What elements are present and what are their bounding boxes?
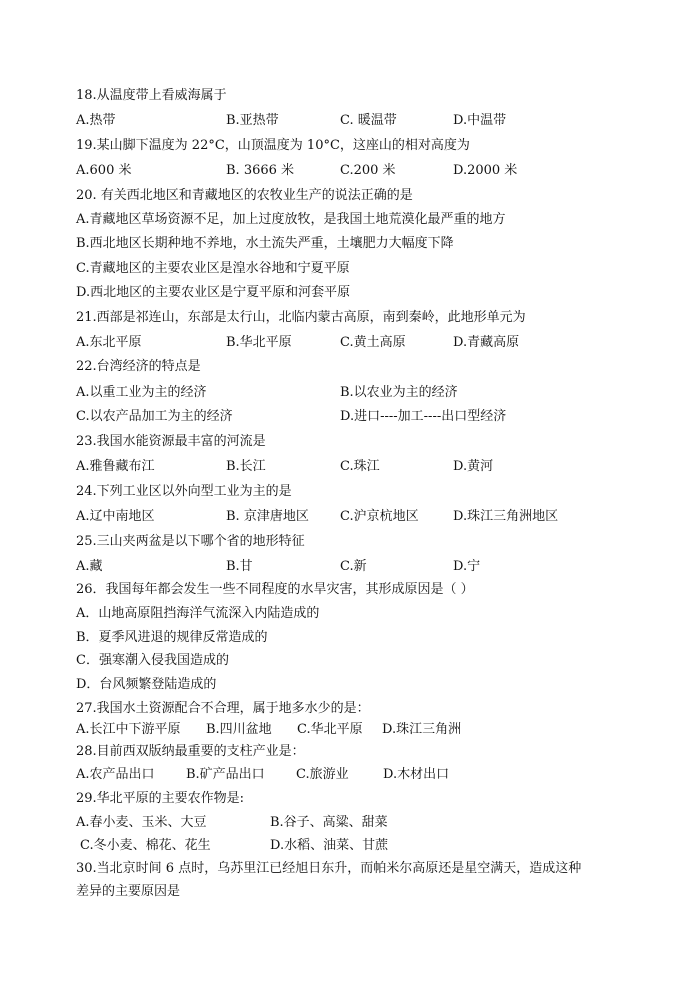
q18-option-b: B.亚热带 [226,113,279,128]
q26-option-c: C．强寒潮入侵我国造成的 [76,653,229,668]
q24-option-c: C.沪京杭地区 [340,509,419,524]
question-30-stem-line-2: 差异的主要原因是 [76,884,181,899]
q20-option-a: A.青藏地区草场资源不足，加上过度放牧，是我国土地荒漠化最严重的地方 [76,212,506,227]
q28-option-a: A.农产品出口 [76,767,155,782]
q18-option-a: A.热带 [76,113,116,128]
question-27-stem: 27.我国水土资源配合不合理，属于地多水少的是： [76,701,370,716]
q19-option-b: B. 3666 米 [226,163,295,178]
q18-option-d: D.中温带 [453,113,507,128]
q20-option-b: B.西北地区长期种地不养地，水土流失严重，土壤肥力大幅度下降 [76,236,454,251]
q21-option-d: D.青藏高原 [453,335,520,350]
q29-option-c: C.冬小麦、棉花、花生 [80,838,211,853]
question-19-stem: 19.某山脚下温度为 22°C，山顶温度为 10°C，这座山的相对高度为 [76,138,470,153]
q22-option-a: A.以重工业为主的经济 [76,385,207,400]
q21-option-a: A.东北平原 [76,335,142,350]
q19-option-d: D.2000 米 [453,163,518,178]
q25-option-a: A.藏 [76,559,103,574]
q29-option-b: B.谷子、高粱、甜菜 [270,815,388,830]
q22-option-d: D.进口----加工----出口型经济 [340,409,507,424]
q28-option-c: C.旅游业 [296,767,349,782]
q28-option-b: B.矿产品出口 [186,767,265,782]
q23-option-d: D.黄河 [453,459,494,474]
q24-option-d: D.珠江三角洲地区 [453,509,559,524]
q29-option-d: D.水稻、油菜、甘蔗 [270,838,389,853]
question-18-stem: 18.从温度带上看威海属于 [76,88,227,103]
question-30-stem-line-1: 30.当北京时间 6 点时，乌苏里江已经旭日东升，而帕米尔高原还是星空满天，造成这种 [76,861,582,876]
q19-option-a: A.600 米 [76,163,132,178]
q20-option-d: D.西北地区的主要农业区是宁夏平原和河套平原 [76,285,351,300]
q21-option-c: C.黄土高原 [340,335,406,350]
q23-option-b: B.长江 [226,459,266,474]
q19-option-c: C.200 米 [340,163,396,178]
q27-option-b: B.四川盆地 [206,722,272,737]
q22-option-c: C.以农产品加工为主的经济 [76,409,233,424]
q21-option-b: B.华北平原 [226,335,292,350]
question-22-stem: 22.台湾经济的特点是 [76,359,201,374]
q24-option-a: A.辽中南地区 [76,509,155,524]
q25-option-b: B.甘 [226,559,253,574]
question-23-stem: 23.我国水能资源最丰富的河流是 [76,434,266,449]
question-28-stem: 28.目前西双版纳最重要的支柱产业是： [76,744,305,759]
q20-option-c: C.青藏地区的主要农业区是湟水谷地和宁夏平原 [76,261,350,276]
q26-option-b: B．夏季风进退的规律反常造成的 [76,630,268,645]
q27-option-d: D.珠江三角洲 [382,722,462,737]
q23-option-a: A.雅鲁藏布江 [76,459,155,474]
q23-option-c: C.珠江 [340,459,380,474]
q25-option-d: D.宁 [453,559,481,574]
q28-option-d: D.木材出口 [383,767,450,782]
q25-option-c: C.新 [340,559,367,574]
q22-option-b: B.以农业为主的经济 [340,385,458,400]
q18-option-c: C. 暖温带 [340,113,397,128]
question-24-stem: 24.下列工业区以外向型工业为主的是 [76,484,292,499]
question-25-stem: 25.三山夹两盆是以下哪个省的地形特征 [76,534,305,549]
q24-option-b: B. 京津唐地区 [226,509,309,524]
q27-option-c: C.华北平原 [297,722,363,737]
q27-option-a: A.长江中下游平原 [76,722,181,737]
q26-option-d: D．台风频繁登陆造成的 [76,677,217,692]
question-29-stem: 29.华北平原的主要农作物是: [76,791,245,806]
question-20-stem: 20. 有关西北地区和青藏地区的农牧业生产的说法正确的是 [76,188,413,203]
question-26-stem: 26．我国每年都会发生一些不同程度的水旱灾害，其形成原因是（ ） [76,582,474,597]
q29-option-a: A.春小麦、玉米、大豆 [76,815,207,830]
q26-option-a: A．山地高原阻挡海洋气流深入内陆造成的 [76,606,320,621]
question-21-stem: 21.西部是祁连山，东部是太行山，北临内蒙古高原，南到秦岭，此地形单元为 [76,310,526,325]
